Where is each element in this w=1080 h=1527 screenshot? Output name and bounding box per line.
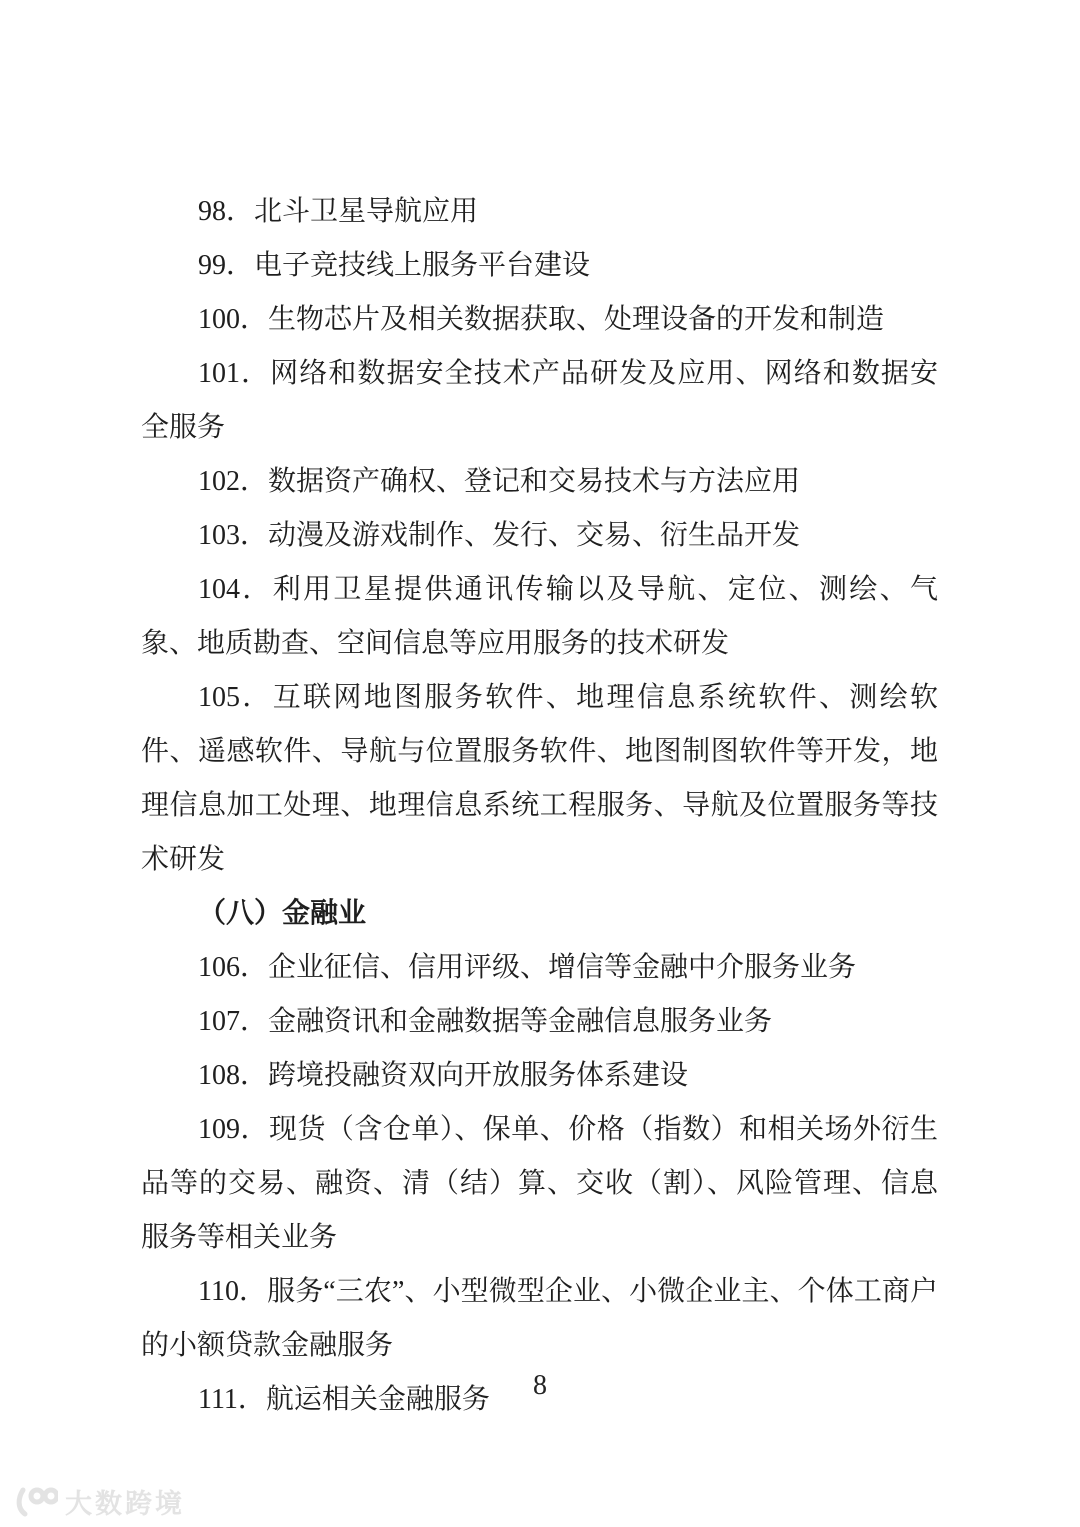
list-item: 99．电子竞技线上服务平台建设 [198, 250, 591, 281]
list-item: 108．跨境投融资双向开放服务体系建设 [198, 1060, 689, 1091]
list-item: 106．企业征信、信用评级、增信等金融中介服务业务 [198, 952, 857, 983]
list-item: 111．航运相关金融服务 [198, 1384, 490, 1415]
list-item: 102．数据资产确权、登记和交易技术与方法应用 [198, 466, 801, 497]
list-item: 107．金融资讯和金融数据等金融信息服务业务 [198, 1006, 773, 1037]
list-item: 103．动漫及游戏制作、发行、交易、衍生品开发 [198, 520, 801, 551]
list-item: 104．利用卫星提供通讯传输以及导航、定位、测绘、气象、地质勘查、空间信息等应用服务的技术研发 [141, 574, 938, 659]
section-heading: （八）金融业 [198, 898, 367, 929]
list-item: 109．现货（含仓单）、保单、价格（指数）和相关场外衍生品等的交易、融资、清（结）算、交收（割）、风险管理、信息服务等相关业务 [141, 1114, 938, 1253]
list-item: 101．网络和数据安全技术产品研发及应用、网络和数据安全服务 [141, 358, 938, 443]
document-body [141, 185, 938, 1427]
watermark-text: 大数跨境 [65, 1489, 185, 1519]
list-item: 98．北斗卫星导航应用 [198, 196, 479, 227]
list-item: 100．生物芯片及相关数据获取、处理设备的开发和制造 [198, 304, 885, 335]
page-number: 8 [533, 1370, 547, 1401]
list-item: 105．互联网地图服务软件、地理信息系统软件、测绘软件、遥感软件、导航与位置服务软件、地图制图软件等开发，地理信息加工处理、地理信息系统工程服务、导航及位置服务等技术研发 [141, 682, 938, 875]
watermark [12, 1482, 185, 1521]
list-item: 110．服务“三农”、小型微型企业、小微企业主、个体工商户的小额贷款金融服务 [141, 1276, 938, 1361]
100-logo-icon [12, 1484, 58, 1520]
